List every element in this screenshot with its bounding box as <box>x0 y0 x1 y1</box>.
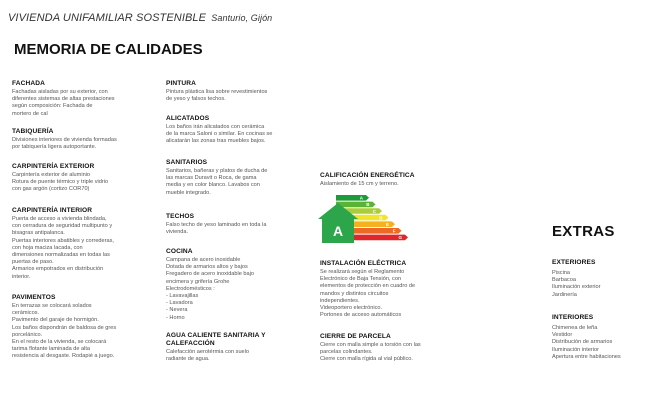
text-line: media y en color blanco. Lavabos con <box>166 182 260 189</box>
text-line: - Lavavajillas <box>166 293 199 300</box>
text-line: mueble integrado. <box>166 189 211 196</box>
text-line: vivienda. <box>166 229 189 236</box>
section-text <box>166 349 276 363</box>
text-line: Armarios empotrados en distribución <box>12 266 104 273</box>
section-title: ALICATADOS <box>166 115 210 122</box>
section-text <box>320 269 415 319</box>
section-title: CALIFICACIÓN ENERGÉTICA <box>320 172 415 179</box>
text-line: con hoja maciza lacada, con <box>12 244 83 251</box>
text-line: bisagras antipalanca. <box>12 230 65 237</box>
section-title: TABIQUERÍA <box>12 128 54 135</box>
text-line: cerámicos. <box>12 310 40 317</box>
energy-rating-graphic <box>318 193 402 248</box>
section-title: SANITARIOS <box>166 159 208 166</box>
text-line: de yeso y falsos techos. <box>166 96 226 103</box>
project-location: Santurio, Gijón <box>211 13 273 23</box>
text-line: alicatarán las zonas tras muebles bajos. <box>166 138 266 145</box>
text-line: Sanitarios, bañeras y platos de ducha de <box>166 168 268 174</box>
section-title: CARPINTERÍA INTERIOR <box>12 207 93 214</box>
text-line: Iluminación exterior <box>552 284 601 291</box>
text-line: tarima flotante laminada de alta <box>12 346 91 353</box>
section-text <box>166 222 266 236</box>
section-text <box>12 172 108 194</box>
section-title: COCINA <box>166 248 193 255</box>
section-sanitarios <box>166 159 267 197</box>
text-line: encimera y grifería Grohe <box>166 278 230 285</box>
text-line: Barbacoa <box>552 277 576 284</box>
text-line: En terrazas se colocará solados <box>12 303 92 309</box>
section-alicatados <box>166 115 272 146</box>
text-line: resistencia al desgaste. Rodapié a juego. <box>12 353 115 360</box>
section-title: TECHOS <box>166 213 195 220</box>
section-title: INSTALACIÓN ELÉCTRICA <box>320 260 407 267</box>
section-fachada <box>12 80 115 118</box>
section-instalacion-electrica <box>320 260 415 319</box>
text-line: - Nevera <box>166 307 188 314</box>
text-line: de la marca Saloni o similar. En cocinas se <box>166 131 273 138</box>
text-line: mortero de cal <box>12 110 48 117</box>
energy-grade-letter: C <box>372 208 376 214</box>
section-text <box>12 137 117 151</box>
section-cierre-parcela <box>320 333 421 364</box>
section-techos <box>166 213 266 236</box>
section-title: PINTURA <box>166 80 197 87</box>
section-text <box>166 257 254 322</box>
text-line: Los baños dispondrán de baldosa de gres <box>12 324 117 331</box>
section-title: CIERRE DE PARCELA <box>320 333 391 340</box>
text-line: Chimenea de leña <box>552 325 598 331</box>
section-carpinteria-interior <box>12 207 114 281</box>
text-line: Jardinería <box>552 291 577 298</box>
text-line: Puertas interiores abatibles y correderas, <box>12 237 114 244</box>
section-title: CARPINTERÍA EXTERIOR <box>12 163 95 170</box>
section-agua-caliente <box>166 332 276 363</box>
energy-grade-letter: E <box>385 222 389 227</box>
text-line: Vestidor <box>552 332 573 339</box>
text-line: En el resto de la vivienda, se colocará <box>12 339 107 346</box>
text-line: radiante de agua. <box>166 356 210 363</box>
extras-title: EXTRAS <box>552 223 615 240</box>
text-line: las marcas Duravit o Roca, de gama <box>166 175 257 182</box>
text-line: Electrónico de Baja Tensión, con <box>320 276 402 283</box>
section-exteriores <box>552 259 601 299</box>
text-line: Pintura plástica lisa sobre revestimientos <box>166 89 268 95</box>
text-line: Cierre con malla rígida al vial público. <box>320 356 413 363</box>
text-line: Dotada de armarios altos y bajos <box>166 264 248 271</box>
text-line: Iluminación interior <box>552 346 599 353</box>
section-text <box>12 303 116 361</box>
project-name: VIVIENDA UNIFAMILIAR SOSTENIBLE <box>8 12 207 24</box>
energy-grade-letter: B <box>366 202 370 208</box>
text-line: Pavimento del garaje de hormigón. <box>12 317 99 324</box>
section-title: PAVIMENTOS <box>12 294 56 301</box>
section-text <box>12 89 115 118</box>
text-line: Campana de acero inoxidable <box>166 257 241 263</box>
section-title: FACHADA <box>12 80 45 87</box>
energy-grade-letter: F <box>392 228 396 234</box>
section-pavimentos <box>12 294 116 361</box>
text-line: Los baños irán alicatados con cerámica <box>166 124 265 130</box>
text-line: Apertura entre habitaciones <box>552 353 621 360</box>
text-line: Cierre con malla simple a torsión con las <box>320 342 421 348</box>
text-line: Videoportero electrónico. <box>320 305 383 312</box>
section-title: INTERIORES <box>552 314 594 321</box>
energy-rating-label: A <box>332 223 344 239</box>
text-line: Aislamiento de 15 cm y terreno. <box>320 181 399 187</box>
text-line: Divisiones interiores de vivienda formadas <box>12 137 117 143</box>
section-text <box>166 124 272 146</box>
section-text <box>320 342 421 364</box>
text-line: Distribución de armarios <box>552 339 613 346</box>
section-title: EXTERIORES <box>552 259 596 266</box>
section-interiores <box>552 314 621 361</box>
section-text <box>12 216 114 281</box>
text-line: Fachadas aisladas por su exterior, con <box>12 89 108 95</box>
text-line: diferentes sistemas de altas prestaciones <box>12 96 115 103</box>
text-line: puertas de paso. <box>12 259 54 266</box>
section-text <box>552 325 621 361</box>
text-line: mandos y distintos circuitos <box>320 290 389 297</box>
text-line: Se realizará según el Reglamento <box>320 269 405 275</box>
text-line: Rotura de puente térmico y triple vidrio <box>12 179 109 186</box>
text-line: por tabiquería ligera autoportante. <box>12 144 97 151</box>
text-line: - Lavadora <box>166 300 193 307</box>
section-text <box>552 270 601 299</box>
section-text <box>166 168 267 197</box>
text-line: con cerradura de seguridad multipunto y <box>12 223 113 230</box>
section-text <box>166 89 267 103</box>
text-line: Fregadero de acero inoxidable bajo <box>166 271 255 278</box>
text-line: Carpintería exterior de aluminio <box>12 172 91 178</box>
text-line: porcelánico. <box>12 331 43 338</box>
section-text <box>320 181 415 188</box>
text-line: Calefacción aerotérmia con suelo <box>166 349 250 355</box>
section-tabiqueria <box>12 128 117 151</box>
text-line: - Horno <box>166 314 185 321</box>
energy-grade-letter: A <box>359 195 363 201</box>
text-line: Piscina <box>552 270 571 276</box>
text-line: independientes. <box>320 297 360 304</box>
text-line: Electrodomésticos : <box>166 285 215 292</box>
section-carpinteria-exterior <box>12 163 108 194</box>
text-line: parcelas colindantes. <box>320 349 373 356</box>
page-title: MEMORIA DE CALIDADES <box>14 41 203 58</box>
section-title: AGUA CALIENTE SANITARIA Y CALEFACCIÓN <box>166 332 266 347</box>
section-pintura <box>166 80 267 103</box>
text-line: Falso techo de yeso laminado en toda la <box>166 222 267 228</box>
text-line: dimensiones normalizadas en todas las <box>12 252 110 259</box>
project-title <box>8 12 272 24</box>
energy-grade-letter: G <box>398 235 402 241</box>
text-line: Portones de acceso automáticos <box>320 312 402 319</box>
section-calificacion-energetica <box>320 172 415 188</box>
text-line: elementos de protección en cuadro de <box>320 283 416 290</box>
section-cocina <box>166 248 254 322</box>
text-line: interior. <box>12 273 31 280</box>
text-line: con gas argón (cortizo COR70) <box>12 186 90 193</box>
energy-grade-letter: D <box>379 215 383 221</box>
text-line: Puerta de acceso a vivienda blindada, <box>12 216 107 222</box>
energy-grade-bar-a <box>336 195 369 201</box>
text-line: según composición: Fachada de <box>12 103 93 110</box>
